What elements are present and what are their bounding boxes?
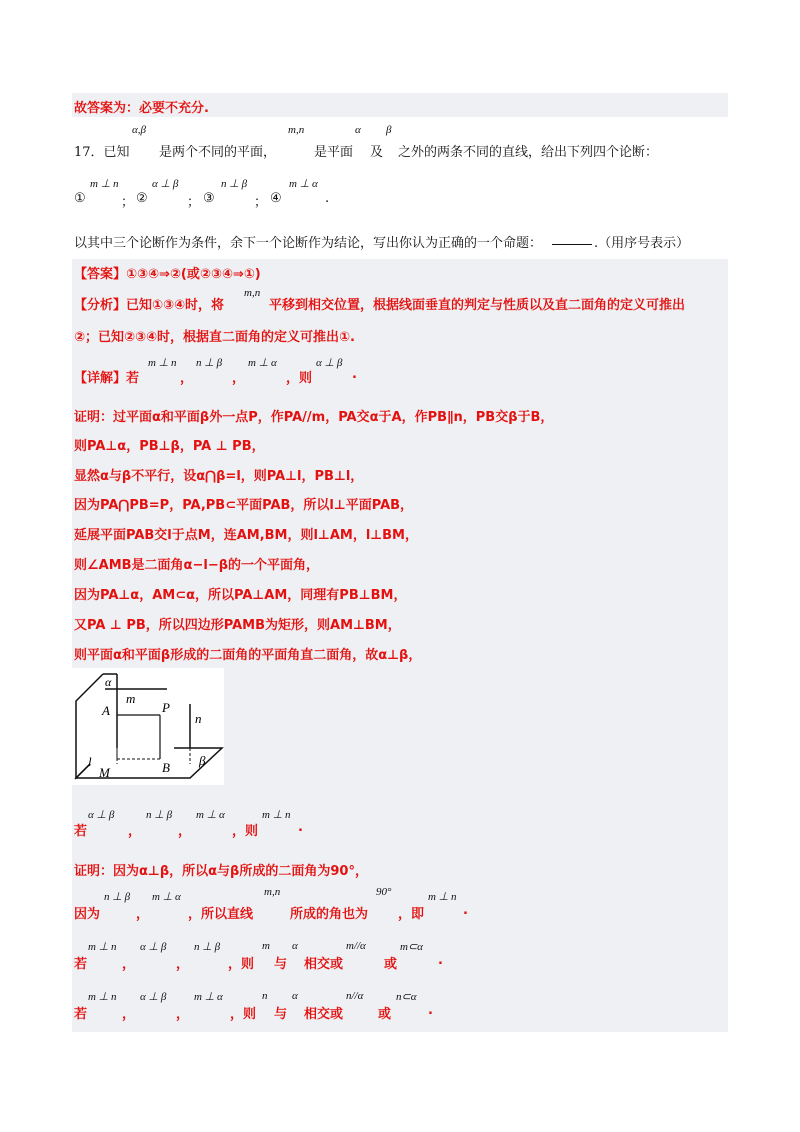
case1-or: 或	[384, 957, 398, 972]
figure-label-b: B	[162, 760, 170, 775]
answer-line: 【答案】①③④⇒②(或②③④⇒①)	[74, 267, 261, 282]
converse-expr-3: m ⊥ α	[196, 809, 225, 821]
condition-1-mark: ①	[74, 191, 86, 206]
condition-4-expr: m ⊥ α	[289, 178, 318, 190]
converse-expr-1: α ⊥ β	[88, 809, 115, 821]
case1-expr-2: α ⊥ β	[140, 941, 167, 953]
detail-expr-3: m ⊥ α	[248, 357, 277, 369]
figure-label-p: P	[162, 700, 170, 715]
problem-text-a: 是两个不同的平面，	[159, 145, 277, 160]
converse-period: .	[298, 820, 303, 835]
sym-planes: α,β	[132, 124, 147, 136]
case1-with: 与	[274, 957, 288, 972]
proof2-degree: 90°	[376, 886, 392, 898]
analysis-line-2: ②；已知②③④时，根据直二面角的定义可推出①.	[74, 330, 355, 345]
condition-2-expr: α ⊥ β	[152, 178, 179, 190]
proof2-comma: ，	[136, 907, 150, 922]
case1-parallel: m//α	[346, 940, 366, 952]
figure-label-alpha: α	[105, 675, 112, 689]
case1-comma-1: ，	[122, 957, 136, 972]
converse-comma-2: ，	[178, 824, 192, 839]
proof-line-2: 则PA⊥α，PB⊥β，PA ⊥ PB，	[74, 439, 265, 454]
case2-period: .	[428, 1003, 433, 1018]
converse-expr-2: n ⊥ β	[146, 809, 173, 821]
problem-text-c: 及	[370, 145, 384, 160]
proof2-sym: m,n	[264, 886, 281, 898]
proof2-because: 因为	[74, 907, 101, 922]
case2-parallel: n//α	[346, 990, 364, 1002]
converse-if: 若	[74, 824, 88, 839]
condition-1-expr: m ⊥ n	[90, 178, 119, 190]
converse-then: ，则	[232, 824, 259, 839]
proof-line-6: 则∠AMB是二面角α−l−β的一个平面角，	[74, 558, 320, 573]
proof-line-7: 因为PA⊥α，AM⊂α，所以PA⊥AM，同理有PB⊥BM，	[74, 588, 407, 603]
proof2-expr-1: n ⊥ β	[104, 891, 131, 903]
proof-line-3: 显然α与β不平行，设α⋂β=l，则PA⊥l，PB⊥l，	[74, 469, 364, 484]
proof-line-9: 则平面α和平面β形成的二面角的平面角直二面角，故α⊥β，	[74, 648, 422, 663]
case2-expr-2: α ⊥ β	[140, 991, 167, 1003]
proof-line-8: 又PA ⊥ PB，所以四边形PAMB为矩形，则AM⊥BM，	[74, 618, 401, 633]
problem-text-d: 之外的两条不同的直线，给出下列四个论断：	[398, 145, 659, 160]
detail-expr-4: α ⊥ β	[316, 357, 343, 369]
sym-lines: m,n	[288, 124, 305, 136]
condition-4-mark: ④	[270, 191, 282, 206]
case2-expr-1: m ⊥ n	[88, 991, 117, 1003]
condition-3-mark: ③	[203, 191, 215, 206]
detail-label: 【详解】若	[74, 371, 140, 386]
converse-comma-1: ，	[128, 824, 142, 839]
analysis-line-1b: 平移到相交位置，根据线面垂直的判定与性质以及直二面角的定义可推出	[269, 298, 686, 313]
condition-3-sep: ；	[254, 195, 268, 210]
case2-comma-1: ，	[122, 1007, 136, 1022]
case2-alpha: α	[292, 990, 298, 1002]
case1-alpha: α	[292, 940, 298, 952]
figure-label-a: A	[102, 703, 110, 718]
figure-label-n: n	[195, 711, 202, 726]
proof2-line-1: 证明：因为α⊥β，所以α与β所成的二面角为90°，	[74, 864, 368, 879]
detail-then: ，则	[286, 371, 313, 386]
proof2-ie: ，即	[398, 907, 425, 922]
case2-intersect: 相交或	[304, 1007, 344, 1022]
geometry-figure	[72, 668, 224, 785]
case2-subset: n⊂α	[396, 991, 417, 1003]
detail-period: .	[352, 367, 357, 382]
question-tail: .（用序号表示）	[594, 236, 690, 251]
figure-label-m-point: M	[99, 765, 110, 780]
analysis-sym: m,n	[244, 287, 261, 299]
question-text: 以其中三个论断作为条件，余下一个论断作为结论，写出你认为正确的一个命题：	[74, 236, 543, 251]
case1-comma-2: ，	[176, 957, 190, 972]
proof2-angle-text: 所成的角也为	[290, 907, 369, 922]
proof-line-5: 延展平面PAB交l于点M，连AM,BM，则l⊥AM，l⊥BM，	[74, 528, 418, 543]
figure-label-m: m	[126, 691, 136, 706]
sym-alpha: α	[355, 124, 361, 136]
proof2-so: ，所以直线	[188, 907, 254, 922]
condition-2-sep: ；	[187, 195, 201, 210]
case1-expr-1: m ⊥ n	[88, 941, 117, 953]
proof2-expr-2: m ⊥ α	[152, 891, 181, 903]
proof-line-1: 证明：过平面α和平面β外一点P，作PA//m，PA交α于A，作PB∥n，PB交β于B，	[74, 410, 554, 425]
problem-number: 17．已知	[74, 145, 130, 160]
case1-intersect: 相交或	[304, 957, 344, 972]
proof2-period: .	[463, 903, 468, 918]
proof-line-4: 因为PA⋂PB=P，PA,PB⊂平面PAB，所以l⊥平面PAB，	[74, 498, 414, 513]
case1-if: 若	[74, 957, 88, 972]
analysis-line-1a: 【分析】已知①③④时，将	[74, 298, 225, 313]
case2-then: ，则	[230, 1007, 257, 1022]
case2-or: 或	[378, 1007, 392, 1022]
detail-expr-2: n ⊥ β	[196, 357, 223, 369]
case2-comma-2: ，	[176, 1007, 190, 1022]
detail-expr-1: m ⊥ n	[148, 357, 177, 369]
prev-answer: 故答案为：必要不充分.	[74, 101, 209, 116]
case1-subset: m⊂α	[400, 941, 423, 953]
figure-label-beta: β	[199, 753, 206, 768]
proof2-expr-3: m ⊥ n	[428, 891, 457, 903]
case2-n: n	[262, 990, 268, 1002]
case1-expr-3: n ⊥ β	[194, 941, 221, 953]
condition-3-expr: n ⊥ β	[221, 178, 248, 190]
figure-label-l: l	[88, 754, 92, 769]
detail-comma-1: ，	[180, 371, 194, 386]
problem-text-b: 是平面	[314, 145, 354, 160]
condition-2-mark: ②	[136, 191, 148, 206]
case2-expr-3: m ⊥ α	[194, 991, 223, 1003]
converse-expr-4: m ⊥ n	[262, 809, 291, 821]
sym-beta: β	[386, 124, 392, 136]
detail-comma-2: ，	[232, 371, 246, 386]
case1-then: ，则	[228, 957, 255, 972]
condition-4-sep: .	[325, 191, 330, 206]
case1-m: m	[262, 940, 270, 952]
case2-with: 与	[274, 1007, 288, 1022]
condition-1-sep: ；	[121, 195, 135, 210]
answer-blank	[552, 244, 592, 245]
case2-if: 若	[74, 1007, 88, 1022]
case1-period: .	[438, 953, 443, 968]
